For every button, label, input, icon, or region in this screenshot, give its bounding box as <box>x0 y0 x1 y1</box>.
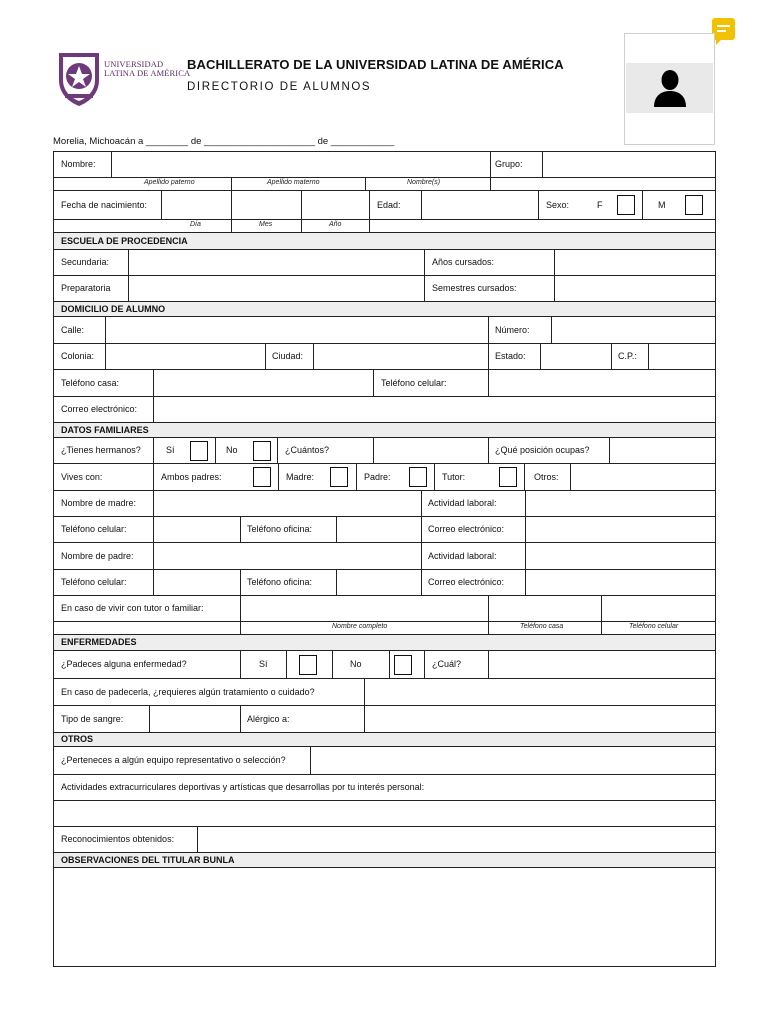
section-domicilio <box>54 302 715 317</box>
label-nombre-padre: Nombre de padre: <box>61 551 134 561</box>
hint-mes: Mes <box>259 221 273 228</box>
input-cuantos[interactable] <box>374 438 489 463</box>
input-secundaria[interactable] <box>129 250 425 275</box>
label-secundaria: Secundaria: <box>61 257 110 267</box>
input-semestres-cursados[interactable] <box>555 276 715 301</box>
input-observaciones[interactable] <box>54 868 715 966</box>
label-tratamiento: En caso de padecerla, ¿requieres algún tratamiento o cuidado? <box>61 687 315 697</box>
photo-placeholder <box>624 33 715 145</box>
row-hermanos <box>54 438 715 464</box>
label-nombre-madre: Nombre de madre: <box>61 498 137 508</box>
input-celular-padre[interactable] <box>154 570 241 595</box>
row-equipo <box>54 747 715 775</box>
row-nombre-madre <box>54 491 715 517</box>
comment-icon[interactable] <box>712 18 735 40</box>
row-telefonos-padre <box>54 570 715 596</box>
input-edad[interactable] <box>422 191 539 219</box>
label-correo: Correo electrónico: <box>61 404 138 414</box>
label-ambos-padres: Ambos padres: <box>161 472 222 482</box>
label-padeces-no: No <box>350 659 362 669</box>
label-padeces: ¿Padeces alguna enfermedad? <box>61 659 187 669</box>
label-cual: ¿Cuál? <box>432 659 462 669</box>
row-padeces <box>54 651 715 679</box>
section-title-domicilio: DOMICILIO DE ALUMNO <box>61 304 166 314</box>
hint-apellido-paterno: Apellido paterno <box>144 179 195 186</box>
input-actividad-padre[interactable] <box>526 543 715 569</box>
row-preparatoria <box>54 276 715 302</box>
label-edad: Edad: <box>377 200 401 210</box>
input-tipo-sangre[interactable] <box>150 706 241 732</box>
label-oficina-madre: Teléfono oficina: <box>247 524 313 534</box>
row-fecha <box>54 191 715 220</box>
label-telefono-casa: Teléfono casa: <box>61 378 120 388</box>
label-actividad-madre: Actividad laboral: <box>428 498 497 508</box>
section-observaciones <box>54 853 715 868</box>
label-correo-padre: Correo electrónico: <box>428 577 505 587</box>
section-title-escuela: ESCUELA DE PROCEDENCIA <box>61 236 188 246</box>
label-tienes-hermanos: ¿Tienes hermanos? <box>61 445 141 455</box>
input-nombre-padre[interactable] <box>154 543 422 569</box>
input-tutor-telefono-celular[interactable] <box>602 596 715 621</box>
label-caso-tutor: En caso de vivir con tutor o familiar: <box>61 603 204 613</box>
hint-telefono-casa: Teléfono casa <box>520 623 564 630</box>
logo-text: UNIVERSIDAD LATINA DE AMÉRICA <box>104 59 191 78</box>
label-equipo: ¿Perteneces a algún equipo representativo o selección? <box>61 755 286 765</box>
label-tutor: Tutor: <box>442 472 466 482</box>
student-form <box>53 151 716 967</box>
label-reconocimientos: Reconocimientos obtenidos: <box>61 834 175 844</box>
label-posicion: ¿Qué posición ocupas? <box>495 445 590 455</box>
hint-anio: Año <box>329 221 342 228</box>
input-actividades[interactable] <box>54 801 715 827</box>
input-telefono-casa[interactable] <box>154 370 374 396</box>
row-reconocimientos <box>54 827 715 853</box>
input-cp[interactable] <box>649 344 715 369</box>
input-alergico[interactable] <box>365 706 715 732</box>
row-tutor <box>54 596 715 622</box>
place-date-line: Morelia, Michoacán a ________ de _____________________ de ____________ <box>53 136 395 147</box>
row-fecha-hints <box>54 220 715 233</box>
input-nombre-madre[interactable] <box>154 491 422 516</box>
label-hermanos-si: Sí <box>166 445 175 455</box>
page-subtitle: DIRECTORIO DE ALUMNOS <box>187 81 372 93</box>
label-celular-padre: Teléfono celular: <box>61 577 127 587</box>
row-tratamiento <box>54 679 715 706</box>
input-nombre[interactable] <box>112 152 491 177</box>
row-sangre <box>54 706 715 733</box>
input-calle[interactable] <box>106 317 489 343</box>
input-posicion[interactable] <box>610 438 715 463</box>
label-vives-con: Vives con: <box>61 472 103 482</box>
input-correo-madre[interactable] <box>526 517 715 542</box>
label-nombre: Nombre: <box>61 159 96 169</box>
input-tutor-telefono-casa[interactable] <box>489 596 602 621</box>
label-padeces-si: Sí <box>259 659 268 669</box>
row-nombre-padre <box>54 543 715 570</box>
input-oficina-padre[interactable] <box>337 570 422 595</box>
label-semestres-cursados: Semestres cursados: <box>432 283 517 293</box>
input-ciudad[interactable] <box>314 344 489 369</box>
input-grupo[interactable] <box>543 152 715 177</box>
row-secundaria <box>54 250 715 276</box>
input-estado[interactable] <box>541 344 612 369</box>
input-numero[interactable] <box>552 317 715 343</box>
row-telefonos <box>54 370 715 397</box>
section-title-familiares: DATOS FAMILIARES <box>61 425 149 435</box>
input-anio[interactable] <box>302 191 370 219</box>
label-grupo: Grupo: <box>495 159 523 169</box>
label-f: F <box>597 200 603 210</box>
label-calle: Calle: <box>61 325 85 335</box>
input-tratamiento[interactable] <box>365 679 715 705</box>
label-alergico: Alérgico a: <box>247 714 290 724</box>
input-anios-cursados[interactable] <box>555 250 715 275</box>
row-actividades <box>54 775 715 801</box>
input-actividad-madre[interactable] <box>526 491 715 516</box>
label-cp: C.P.: <box>618 351 637 361</box>
section-otros <box>54 733 715 747</box>
label-ciudad: Ciudad: <box>272 351 304 361</box>
input-telefono-celular[interactable] <box>489 370 715 396</box>
label-numero: Número: <box>495 325 530 335</box>
input-cual[interactable] <box>489 651 715 678</box>
label-estado: Estado: <box>495 351 526 361</box>
label-sexo: Sexo: <box>546 200 570 210</box>
label-actividad-padre: Actividad laboral: <box>428 551 497 561</box>
label-madre: Madre: <box>286 472 315 482</box>
label-otros: Otros: <box>534 472 559 482</box>
label-telefono-celular: Teléfono celular: <box>381 378 447 388</box>
row-vives-con <box>54 464 715 491</box>
input-equipo[interactable] <box>311 747 715 774</box>
input-tutor-nombre[interactable] <box>241 596 489 621</box>
page-title: BACHILLERATO DE LA UNIVERSIDAD LATINA DE AMÉRICA <box>187 57 564 72</box>
row-correo <box>54 397 715 423</box>
checkbox-sexo-m[interactable] <box>685 195 703 215</box>
label-celular-madre: Teléfono celular: <box>61 524 127 534</box>
section-title-enfermedades: ENFERMEDADES <box>61 637 137 647</box>
input-otros[interactable] <box>571 464 715 490</box>
section-enfermedades <box>54 635 715 651</box>
label-m: M <box>658 200 666 210</box>
row-nombre-hints <box>54 178 715 191</box>
hint-dia: Día <box>190 221 201 228</box>
input-celular-madre[interactable] <box>154 517 241 542</box>
input-preparatoria[interactable] <box>129 276 425 301</box>
label-cuantos: ¿Cuántos? <box>285 445 330 455</box>
label-actividades: Actividades extracurriculares deportivas y artísticas que desarrollas por tu interés personal: <box>61 782 425 792</box>
label-anios-cursados: Años cursados: <box>432 257 495 267</box>
hint-nombre-completo: Nombre completo <box>332 623 388 630</box>
section-title-observaciones: OBSERVACIONES DEL TITULAR BUNLA <box>61 855 235 865</box>
label-padre: Padre: <box>364 472 391 482</box>
section-familiares <box>54 423 715 438</box>
row-telefonos-madre <box>54 517 715 543</box>
row-colonia <box>54 344 715 370</box>
input-colonia[interactable] <box>106 344 266 369</box>
hint-apellido-materno: Apellido materno <box>267 179 320 186</box>
input-dia[interactable] <box>162 191 232 219</box>
user-silhouette-icon <box>652 69 688 107</box>
row-nombre <box>54 152 715 178</box>
section-title-otros: OTROS <box>61 734 94 744</box>
input-correo-padre[interactable] <box>526 570 715 595</box>
hint-nombres: Nombre(s) <box>407 179 441 186</box>
row-calle <box>54 317 715 344</box>
label-colonia: Colonia: <box>61 351 95 361</box>
label-preparatoria: Preparatoria <box>61 283 111 293</box>
label-oficina-padre: Teléfono oficina: <box>247 577 313 587</box>
input-reconocimientos[interactable] <box>198 827 715 852</box>
section-escuela <box>54 233 715 250</box>
hint-telefono-celular: Teléfono celular <box>629 623 679 630</box>
university-logo <box>55 50 103 108</box>
input-oficina-madre[interactable] <box>337 517 422 542</box>
row-tutor-hints <box>54 622 715 635</box>
label-tipo-sangre: Tipo de sangre: <box>61 714 124 724</box>
label-correo-madre: Correo electrónico: <box>428 524 505 534</box>
input-mes[interactable] <box>232 191 302 219</box>
label-hermanos-no: No <box>226 445 238 455</box>
label-fecha-nacimiento: Fecha de nacimiento: <box>61 200 148 210</box>
input-correo[interactable] <box>154 397 715 422</box>
